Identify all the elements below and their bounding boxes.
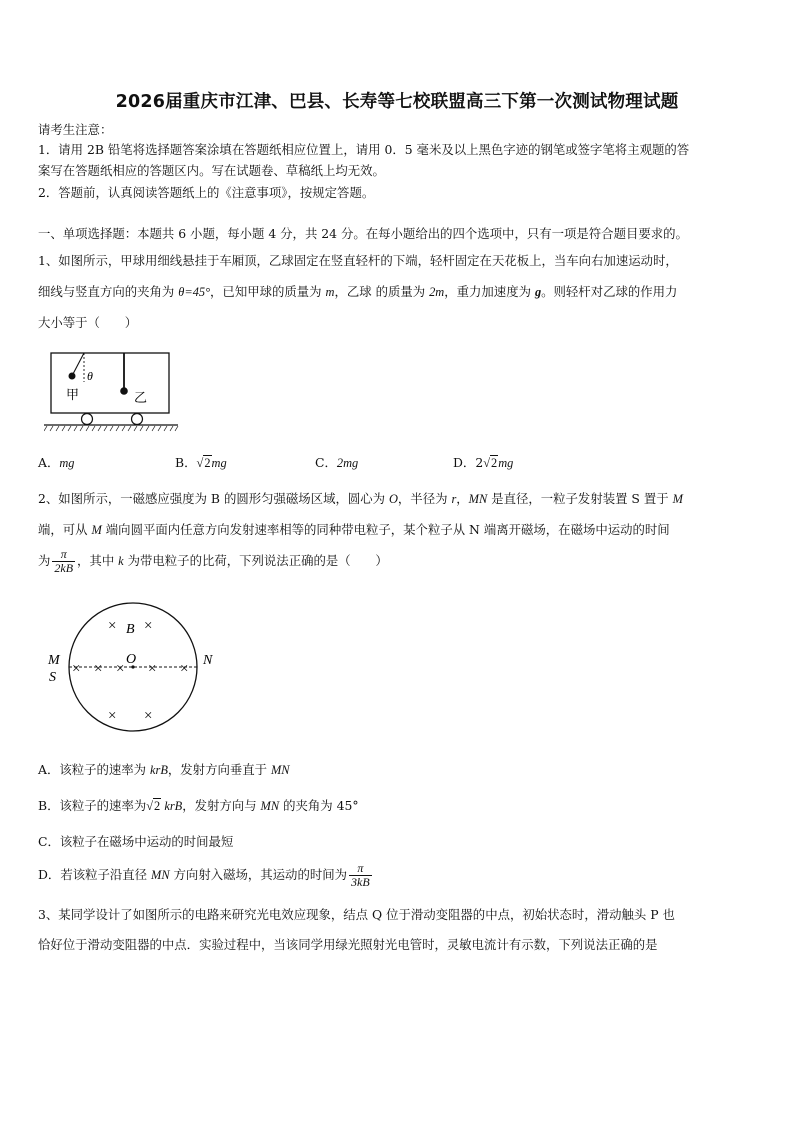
label-n: N [203, 653, 213, 668]
q2-line-1: 2、如图所示，一磁感应强度为 B 的圆形匀强磁场区域，圆心为 O，半径为 r，MN 是直径，一粒子发射装置 S 置于 M [38, 491, 683, 506]
notice-item-2: 2．答题前，认真阅读答题纸上的《注意事项》，按规定答题。 [38, 185, 375, 200]
cart-body [51, 353, 169, 413]
q1-line-1: 1、如图所示，甲球用细线悬挂于车厢顶，乙球固定在竖直轻杆的下端，轻杆固定在天花板上，当车向右加速运动时， [38, 253, 678, 268]
svg-text:×: × [108, 618, 117, 634]
svg-text:×: × [116, 661, 125, 677]
fig-jia-label: 甲 [66, 387, 80, 402]
q1-option-c[interactable]: C．2mg [315, 455, 359, 470]
wheel-left [82, 414, 93, 425]
q1-option-b[interactable]: B．√2mg [175, 455, 227, 470]
q3-line-1: 3、某同学设计了如图所示的电路来研究光电效应现象，结点 Q 位于滑动变阻器的中点，初始状态时，滑动触头 P 也 [38, 907, 675, 922]
ball-jia [69, 373, 76, 380]
notice-heading: 请考生注意： [38, 122, 113, 137]
svg-text:×: × [72, 661, 81, 677]
q2-line-2: 端，可从 M 端向圆平面内任意方向发射速率相等的同种带电粒子，某个粒子从 N 端离开磁场，在磁场中运动的时间 [38, 522, 670, 537]
fig-yi-label: 乙 [134, 390, 148, 405]
cart-figure [44, 350, 180, 436]
magnetic-field-figure [44, 600, 224, 740]
label-s: S [49, 670, 56, 685]
q2-option-b[interactable]: B．该粒子的速率为√2 krB，发射方向与 MN 的夹角为 45° [38, 798, 359, 813]
q1-line-2: 细线与竖直方向的夹角为 θ=45°，已知甲球的质量为 m，乙球 的质量为 2m，重力加速度为 g。则轻杆对乙球的作用力 [38, 284, 678, 299]
ground-hatch [44, 426, 178, 431]
notice-item-1b: 案写在答题纸相应的答题区内。写在试题卷、草稿纸上均无效。 [38, 163, 385, 178]
fig-theta-label: θ [87, 369, 93, 383]
svg-text:×: × [94, 661, 103, 677]
svg-text:×: × [108, 708, 117, 724]
wheel-right [132, 414, 143, 425]
q2-time-fraction: $\frac{\pi}{2kB}$ [54, 547, 74, 575]
ball-yi [120, 387, 128, 395]
q2-option-d-fraction: $\frac{\pi}{3kB}$ [351, 861, 370, 889]
q3-line-2: 恰好位于滑动变阻器的中点．实验过程中，当该同学用绿光照射光电管时，灵敏电流计有示数，下列说法正确的是 [38, 937, 658, 952]
q1-theta: θ=45° [178, 285, 211, 299]
string-line [73, 353, 84, 374]
label-m: M [48, 653, 60, 668]
notice-item-1a: 1．请用 2B 铅笔将选择题答案涂填在答题纸相应位置上，请用 0．5 毫米及以上黑色字迹的钢笔或签字笔将主观题的答 [38, 142, 690, 157]
svg-text:×: × [148, 661, 157, 677]
section-heading: 一、单项选择题：本题共 6 小题，每小题 4 分，共 24 分。在每小题给出的四个选项中，只有一项是符合题目要求的。 [38, 226, 688, 241]
q1-line-3: 大小等于（ ） [38, 315, 138, 330]
svg-text:×: × [144, 708, 153, 724]
label-b: B [126, 622, 135, 637]
label-o: O [126, 652, 137, 667]
q2-line-3: 为 $\frac{\pi}{2kB}$ ，其中 k 为带电粒子的比荷，下列说法正确的是（ ） [38, 547, 388, 575]
q1-option-a[interactable]: A．mg [38, 455, 75, 470]
page-title: 2026届重庆市江津、巴县、长寿等七校联盟高三下第一次测试物理试题 [115, 92, 679, 112]
svg-text:×: × [180, 661, 189, 677]
q2-option-d[interactable]: D．若该粒子沿直径 MN 方向射入磁场，其运动的时间为 $\frac{\pi}{3kB}$ [38, 861, 370, 889]
q1-option-d[interactable]: D．2√2mg [453, 455, 514, 470]
svg-text:×: × [144, 618, 153, 634]
q2-option-c[interactable]: C．该粒子在磁场中运动的时间最短 [38, 834, 234, 849]
q2-option-a[interactable]: A．该粒子的速率为 krB，发射方向垂直于 MN [38, 762, 290, 777]
